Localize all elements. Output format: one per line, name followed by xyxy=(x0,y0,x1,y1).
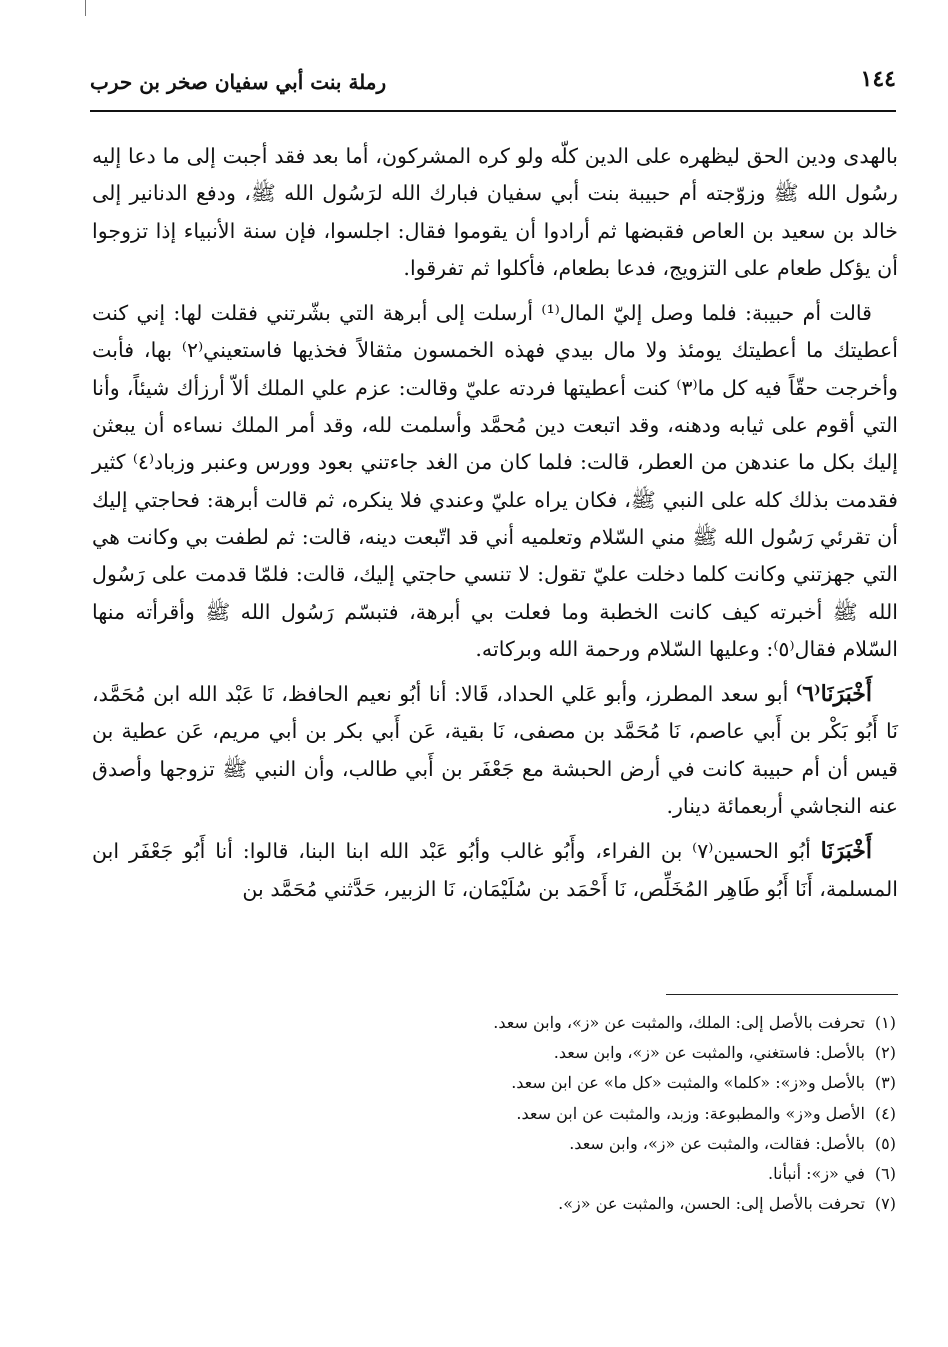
footnote-number: (١) xyxy=(874,1013,896,1032)
footnote-number: (٧) xyxy=(874,1194,896,1214)
paragraph-4-text: أبُو الحسين⁽٧⁾ بن الفراء، وأَبُو غالب وأبُو عَبْد الله ابنا البنا، قالوا: أنا أَبُو جَعْفَر ابن المسلمة، أَنَا أَبُو طَاهِر المُخَلِّص، نَا أَحْمَد بن سُلَيْمَان، نَا الزبير، حَدَّثني مُحَمَّد بن xyxy=(92,839,898,901)
page-edge-mark xyxy=(85,0,86,16)
page-header xyxy=(90,64,896,104)
footnote-number: (٤) xyxy=(874,1103,896,1123)
paragraph-2: قالت أم حبيبة: فلما وصل إليّ المال⁽¹⁾ أرسلت إلى أبرهة التي بشّرتني فقلت لها: إني كنت أعطيتك ما أعطيتك يومئذ ولا مال بيدي فهذه الخمسون مثقالاً فخذيها فاستعيني⁽٢⁾ بها، فأبت وأخرجت حقّاً فيه كل ما⁽٣⁾ كنت أعطيتها فردته عليّ وقالت: عزم علي الملك ألاّ أرزأك شيئاً، وأنا التي أقوم على ثيابه ودهنه، وقد اتبعت دين مُحمَّد وأسلمت لله، وقد أمر الملك نساءه أن يبعثن إليك بكل ما عندهن من العطر، قالت: فلما كان من الغد جاءتني بعود وورس وعنبر وزباد⁽٤⁾ كثير فقدمت بذلك كله على النبي ﷺ، فكان يراه عليّ وعندي فلا ينكره، ثم قالت أبرهة: فحاجتي إليك أن تقرئي رَسُول الله ﷺ مني السّلام وتعلميه أني قد اتّبعت دينه، قالت: ثم لطفت بي وكانت هي التي جهزتني وكانت كلما دخلت عليّ تقول: لا تنسي حاجتي إليك، قالت: فلمّا قدمت على رَسُول الله ﷺ أخبرته كيف كانت الخطبة وما فعلت بي أبرهة، فتبسّم رَسُول الله ﷺ وأقرأته منها السّلام فقال⁽٥⁾: وعليها السّلام ورحمة الله وبركاته. xyxy=(92,301,899,661)
footnote-6 xyxy=(300,1159,896,1189)
isnad-keyword: أَخْبَرَنَا⁽٦⁾ xyxy=(795,681,872,708)
paragraph-1: بالهدى ودين الحق ليظهره على الدين كلّه ولو كره المشركون، أما بعد فقد أجبت إلى ما دعا إليه رسُول الله ﷺ وزوّجته أم حبيبة بنت أبي سفيان فبارك الله لرَسُول الله ﷺ، ودفع الدنانير إلى خالد بن سعيد بن العاص فقبضها ثم أرادوا أن يقوموا فقال: اجلسوا، فإن سنة الأنبياء إذا تزوجوا أن يؤكل طعام على التزويج، فدعا بطعام، فأكلوا ثم تفرقوا. xyxy=(92,144,898,280)
page-number: ١٤٤ xyxy=(860,66,896,92)
footnote-text: بالأصل و«ز»: «كلما» والمثبت «كل ما» عن ابن سعد. xyxy=(511,1073,865,1093)
footnote-text: تحرفت بالأصل إلى: الحسن، والمثبت عن «ز». xyxy=(558,1194,865,1214)
header-rule xyxy=(90,110,896,112)
footnotes xyxy=(300,1008,896,1219)
footnote-number: (٢) xyxy=(874,1043,896,1063)
footnote-text: بالأصل: فاستغني، والمثبت عن «ز»، وابن سعد. xyxy=(553,1043,865,1063)
footnote-4 xyxy=(300,1099,896,1129)
footnote-number: (٦) xyxy=(874,1164,896,1184)
footnote-5 xyxy=(300,1129,896,1159)
footnote-rule xyxy=(666,994,898,995)
running-title: رملة بنت أبي سفيان صخر بن حرب xyxy=(90,70,387,94)
paragraph-3-text: أبو سعد المطرز، وأبو عَلي الحداد، قَالا: أنا أبُو نعيم الحافظ، نَا عَبْد الله ابن مُحَمَّد، نَا أَبُو بَكْر بن أَبي عاصم، نَا مُحَمَّد بن مصفى، نَا بقية، عَن أَبي بكر بن أبي مريم، عَن عطية بن قيس أن أم حبيبة كانت في أرض الحبشة مع جَعْفَر بن أَبي طالب، وأن النبي ﷺ تزوجها وأصدق عنه النجاشي أربعمائة دينار. xyxy=(92,682,898,819)
footnote-text: تحرفت بالأصل إلى: الملك، والمثبت عن «ز»، وابن سعد. xyxy=(493,1013,865,1032)
paragraph-4 xyxy=(92,833,898,908)
footnote-text: الأصل و«ز» والمطبوعة: وزبد، والمثبت عن ابن سعد. xyxy=(516,1103,865,1123)
footnote-2 xyxy=(300,1038,896,1068)
footnote-text: في «ز»: أنبأنا. xyxy=(768,1164,865,1184)
footnote-1 xyxy=(300,1008,896,1038)
footnote-text: بالأصل: فقالت، والمثبت عن «ز»، وابن سعد. xyxy=(569,1133,865,1153)
footnote-7 xyxy=(300,1189,896,1219)
isnad-keyword: أَخْبَرَنَا xyxy=(820,838,872,865)
main-text xyxy=(92,138,898,916)
footnote-3 xyxy=(300,1068,896,1098)
footnote-number: (٥) xyxy=(874,1133,896,1153)
paragraph-3 xyxy=(92,676,898,825)
footnote-number: (٣) xyxy=(874,1073,896,1093)
